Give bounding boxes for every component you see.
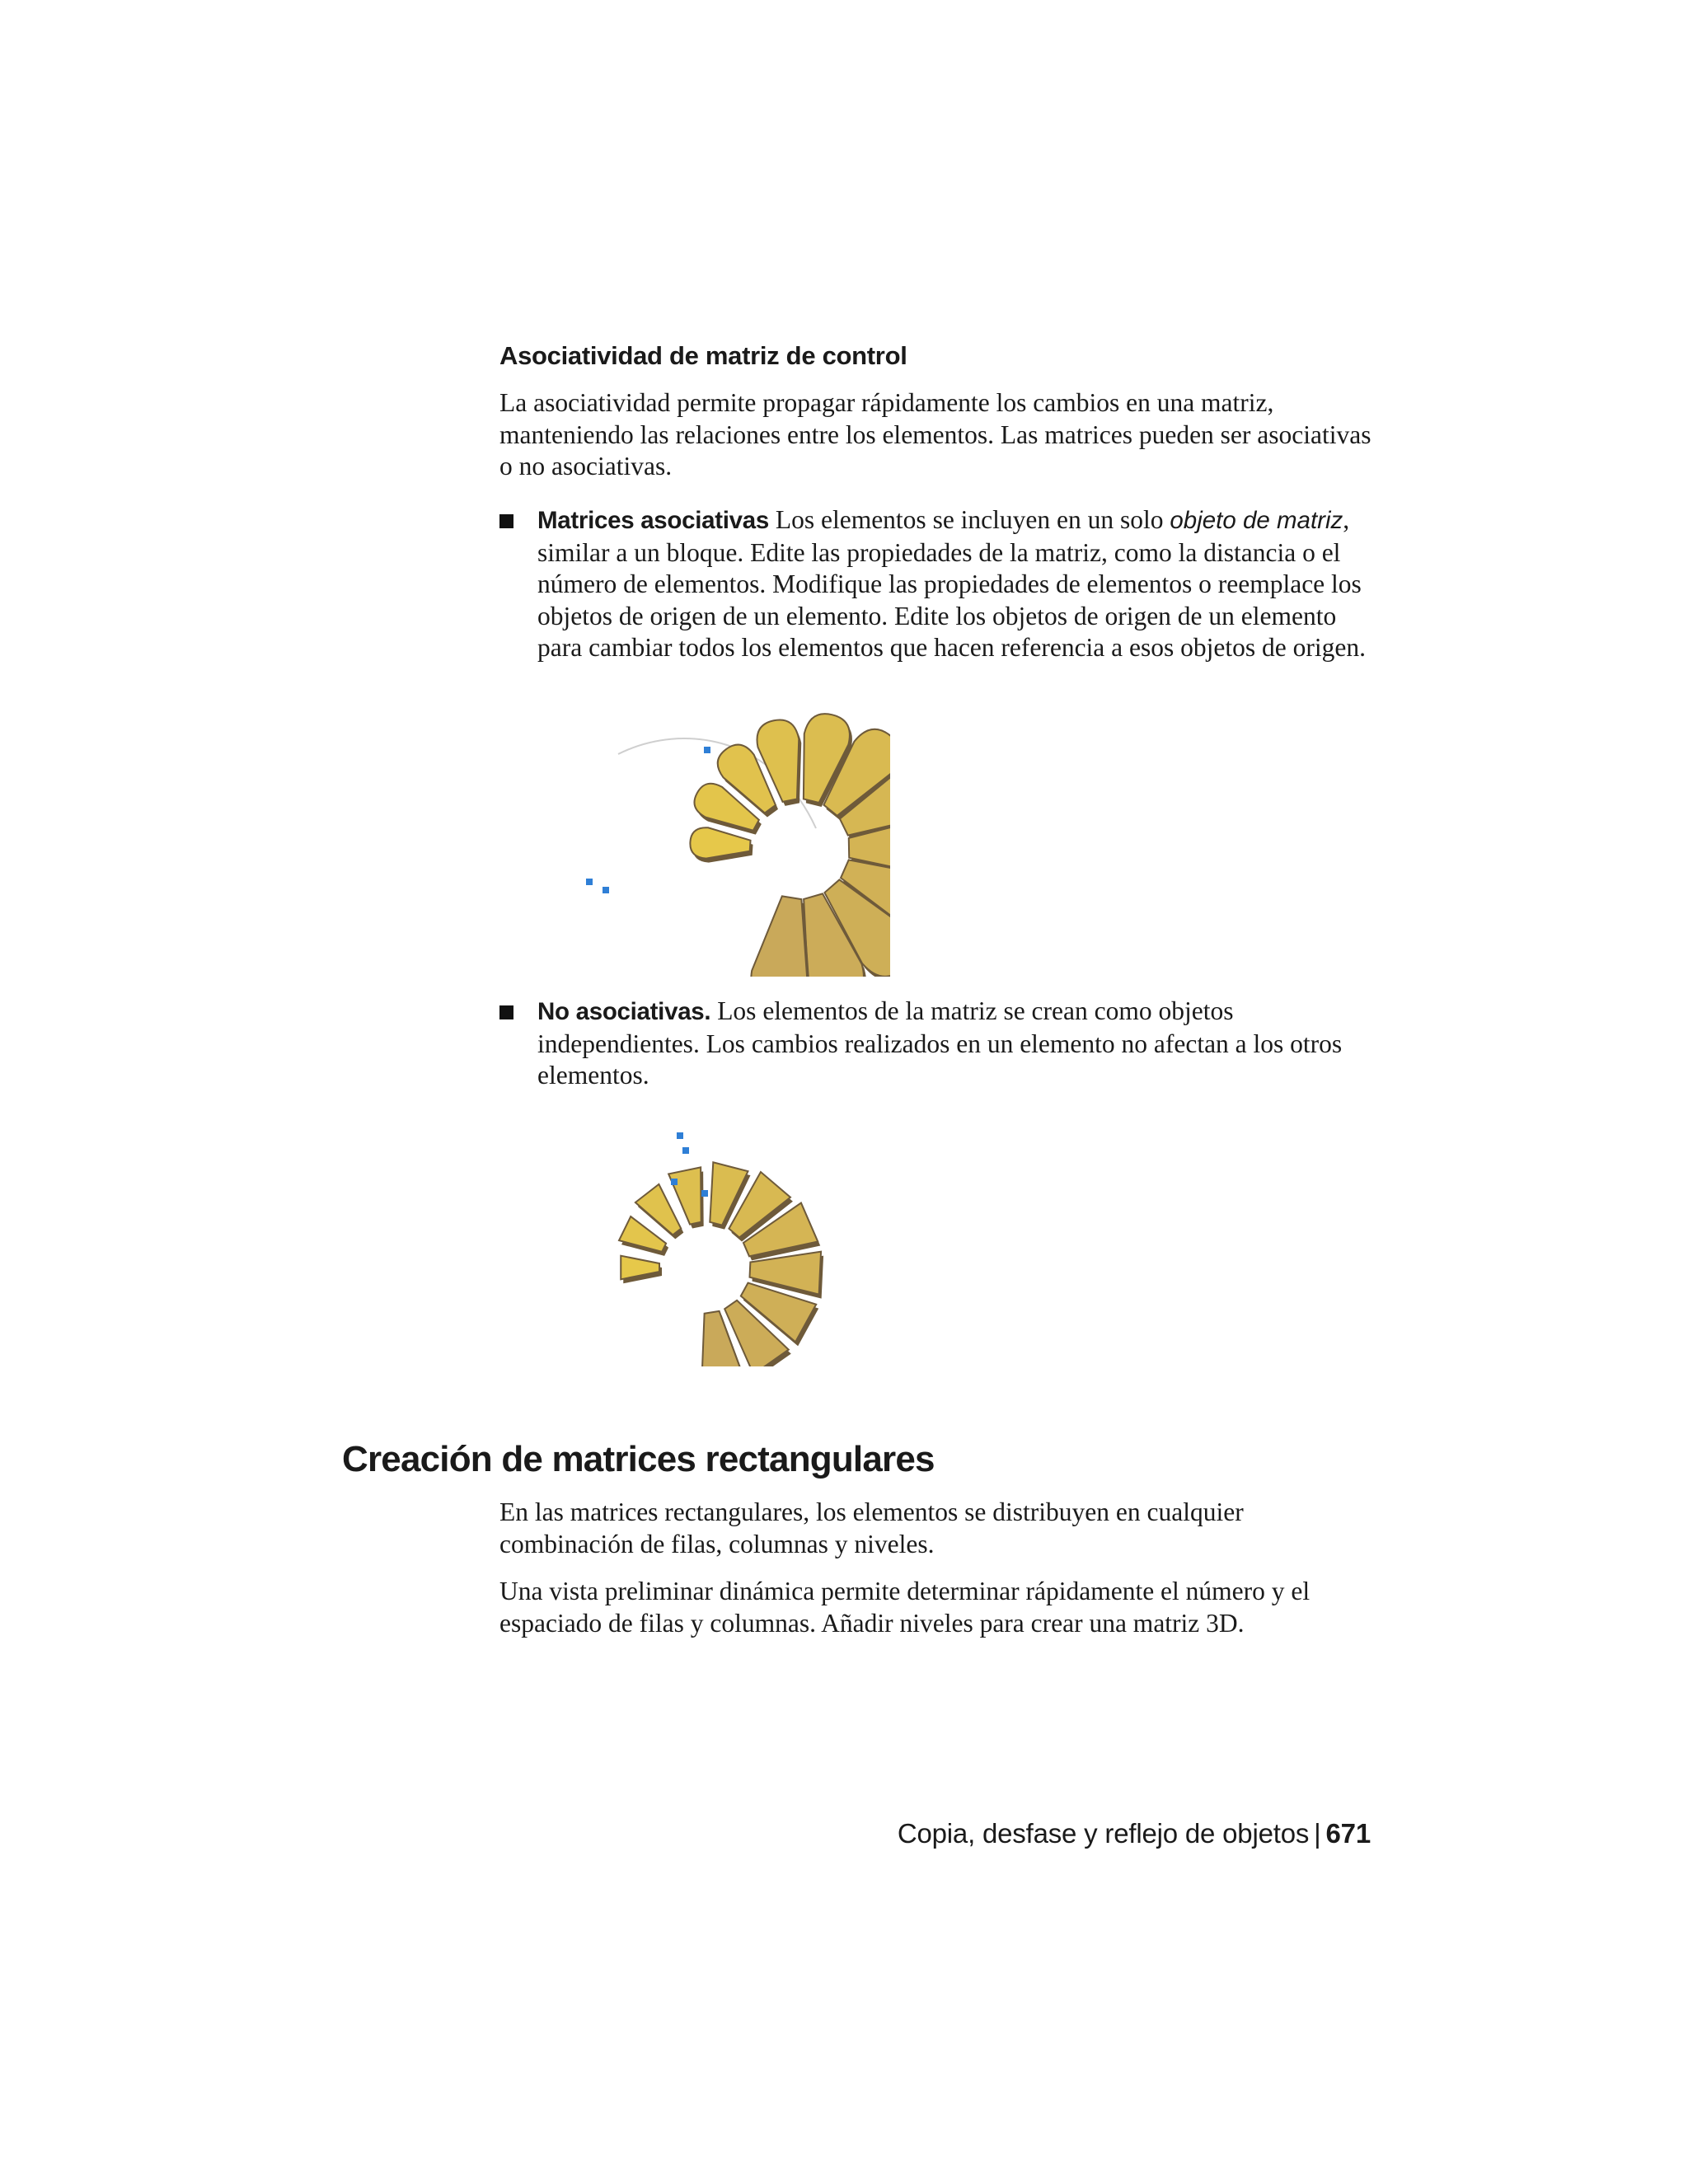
grip-marker (704, 747, 710, 753)
bullet-italic-term: objeto de matriz (1170, 507, 1343, 534)
intro-paragraph: La asociatividad permite propagar rápidamente los cambios en una matriz, manteniendo las relaciones entre los elementos. Las matrices pueden ser asociativas o no asociativas. (499, 388, 1372, 480)
grip-marker (586, 879, 593, 885)
bullet-associative-text (537, 504, 1378, 664)
rect-paragraph-2: Una vista preliminar dinámica permite determinar rápidamente el número y el espaciado de filas y columnas. Añadir niveles para crear una matriz 3D. (499, 1577, 1311, 1638)
grip-marker (603, 887, 609, 893)
footer-separator: | (1314, 1818, 1321, 1849)
grip-marker (677, 1132, 683, 1139)
footer-chapter: Copia, desfase y reflejo de objetos (897, 1818, 1310, 1849)
bullet-term: No asociativas. (537, 998, 711, 1025)
footer-page-number: 671 (1325, 1818, 1371, 1849)
section-subhead: Asociatividad de matriz de control (499, 341, 907, 370)
bullet-marker (499, 1005, 513, 1019)
page-footer (898, 1818, 1371, 1849)
bullet-term: Matrices asociativas (537, 507, 769, 534)
bullet-text: Los elementos de la matriz se crean como objetos independientes. Los cambios realizados en un elemento no afectan a los otros elementos. (537, 996, 1343, 1090)
associative-array-figure (528, 705, 890, 977)
section-heading: Creación de matrices rectangulares (342, 1439, 935, 1479)
bullet-text-after: , similar a un bloque. Edite las propiedades de la matriz, como la distancia o el número de elementos. Modifique las propiedades de elementos o reemplace los objetos de origen de un elemento. Edite los objetos de origen de un elemento para cambiar todos los elementos que hacen referencia a esos objetos de origen. (537, 505, 1366, 662)
bullet-marker (499, 514, 513, 528)
rect-paragraph-1: En las matrices rectangulares, los elementos se distribuyen en cualquier combinación de filas, columnas y niveles. (499, 1497, 1244, 1558)
grip-marker (682, 1147, 689, 1154)
bullet-text-before: Los elementos se incluyen en un solo (768, 505, 1170, 534)
array-element (751, 896, 807, 977)
bullet-non-associative-text (537, 996, 1378, 1092)
grip-marker (701, 1190, 708, 1197)
non-associative-array-figure (528, 1103, 824, 1366)
grip-marker (671, 1179, 678, 1185)
